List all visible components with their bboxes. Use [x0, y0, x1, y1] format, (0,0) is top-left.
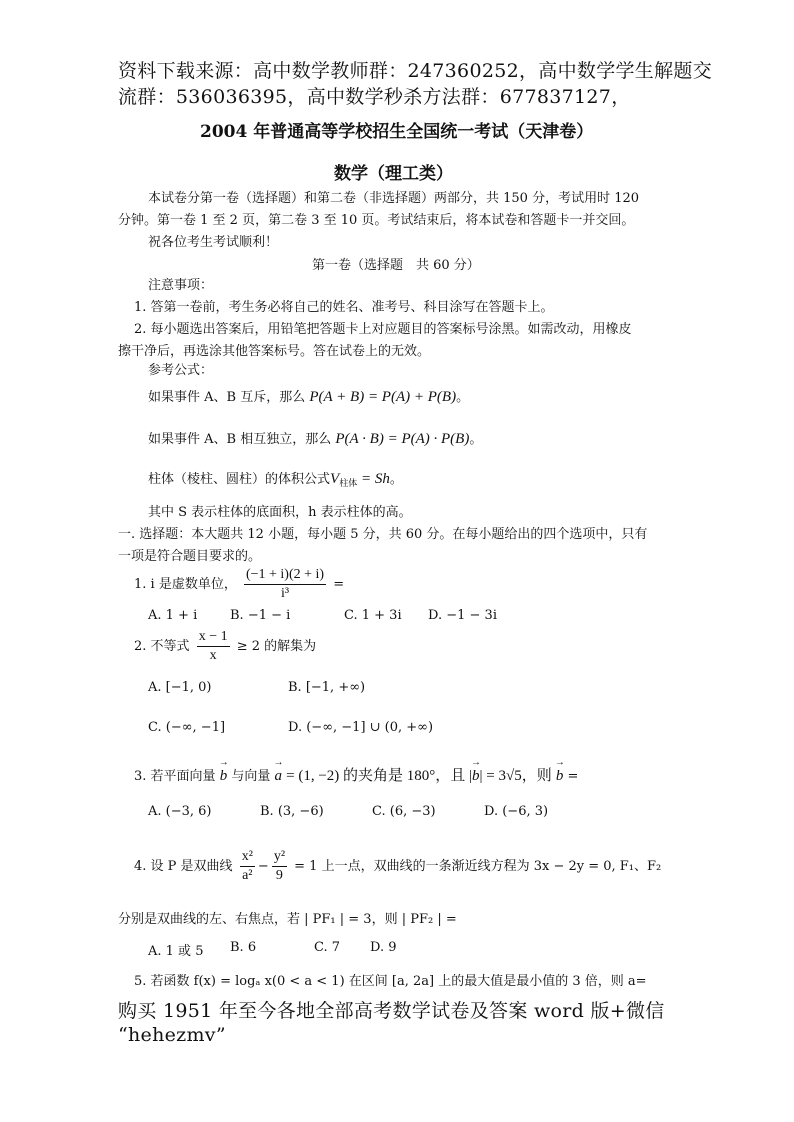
header-line-1: 资料下载来源：高中数学教师群：247360252，高中数学学生解题交	[118, 60, 712, 82]
question-5: 5. 若函数 f(x) = logₐ x(0 < a < 1) 在区间 [a, 2a] 上的最大值是最小值的 3 倍，则 a=	[134, 974, 647, 989]
intro-line-1: 本试卷分第一卷（选择题）和第二卷（非选择题）两部分，共 150 分，考试用时 120	[148, 191, 640, 206]
notes-heading: 注意事项：	[148, 278, 214, 293]
q4-f1-num: x²	[240, 848, 255, 867]
part1-line-1: 一. 选择题：本大题共 12 小题，每小题 5 分，共 60 分。在每小题给出的四个选项中，只有	[118, 527, 648, 542]
formula-3-v: V	[330, 471, 340, 487]
q3-option-c[interactable]: C. (6, −3)	[372, 804, 436, 819]
q1-stem: 1. i 是虚数单位，	[134, 577, 237, 592]
vector-a: → a	[274, 768, 282, 785]
exam-title: 2004 年普通高等学校招生全国统一考试（天津卷）	[200, 122, 594, 142]
formula-2-text: 如果事件 A、B 相互独立，那么	[148, 432, 332, 447]
intro-line-2: 分钟。第一卷 1 至 2 页，第二卷 3 至 10 页。考试结束后，将本试卷和答题卡一并交回。	[118, 213, 635, 228]
note-2b: 擦干净后，再选涂其他答案标号。答在试卷上的无效。	[118, 344, 431, 359]
formulas-heading: 参考公式：	[148, 363, 214, 378]
formula-1	[148, 386, 469, 406]
q4-option-c[interactable]: C. 7	[314, 940, 341, 955]
q2-rest: ≥ 2 的解集为	[236, 639, 317, 654]
q4-option-d[interactable]: D. 9	[370, 940, 397, 955]
q1-option-d[interactable]: D. −1 − 3i	[428, 608, 497, 623]
footer-line-1: 购买 1951 年至今各地全部高考数学试卷及答案 word 版+微信	[118, 1000, 665, 1022]
formula-3-note: 其中 S 表示柱体的底面积，h 表示柱体的高。	[148, 505, 412, 520]
formula-3-sub: 柱体	[339, 479, 358, 489]
q1-option-c[interactable]: C. 1 + 3i	[344, 608, 402, 623]
q3-option-a[interactable]: A. (−3, 6)	[148, 804, 212, 819]
section-heading: 第一卷（选择题 共 60 分）	[312, 258, 480, 273]
formula-2-period: 。	[469, 432, 483, 447]
intro-line-3: 祝各位考生考试顺利！	[148, 235, 279, 250]
part1-line-2: 一项是符合题目要求的。	[118, 549, 262, 564]
q4-fraction-y	[272, 848, 287, 885]
q4-f1-den: a²	[242, 868, 253, 883]
vector-b: → b	[220, 768, 228, 785]
q4-s3: 分别是双曲线的左、右焦点，若 | PF₁ | = 3，则 | PF₂ | =	[118, 912, 457, 927]
formula-1-text: 如果事件 A、B 互斥，那么	[148, 390, 306, 405]
formula-3	[148, 468, 403, 489]
q4-minus: −	[257, 859, 269, 874]
formula-2-math: P(A · B) = P(A) · P(B)	[335, 431, 470, 447]
q4-s1: 4. 设 P 是双曲线	[134, 859, 233, 874]
q3-s4: | = 3√5，则	[479, 768, 552, 784]
q2-numerator: x − 1	[197, 628, 230, 647]
header-line-2: 流群：536036395，高中数学秒杀方法群：677837127，	[118, 86, 631, 108]
exam-subtitle: 数学（理工类）	[334, 164, 453, 184]
question-1	[134, 566, 344, 603]
formula-1-math: P(A + B) = P(A) + P(B)	[309, 389, 457, 405]
formula-1-period: 。	[456, 390, 470, 405]
q2-option-a[interactable]: A. [−1, 0)	[148, 680, 212, 695]
question-2	[134, 628, 316, 665]
note-2a: 2. 每小题选出答案后，用铅笔把答题卡上对应题目的答案标号涂黑。如需改动，用橡皮	[134, 322, 632, 337]
q4-fraction-x	[240, 848, 255, 885]
q1-equals: =	[333, 577, 345, 592]
note-1: 1. 答第一卷前，考生务必将自己的姓名、准考号、科目涂写在答题卡上。	[134, 300, 554, 315]
q2-option-b[interactable]: B. [−1, +∞)	[288, 680, 366, 695]
q3-option-b[interactable]: B. (3, −6)	[260, 804, 324, 819]
q1-option-b[interactable]: B. −1 − i	[230, 608, 291, 623]
q4-option-b[interactable]: B. 6	[230, 940, 257, 955]
q3-s3: = (1, −2) 的夹角是 180°，且 |	[286, 768, 473, 784]
formula-3-rest: = Sh	[357, 471, 390, 487]
q2-stem: 2. 不等式	[134, 639, 190, 654]
q1-denominator: i³	[280, 586, 290, 601]
vector-b-answer: → b	[556, 768, 564, 785]
question-3	[134, 764, 578, 785]
q4-s2: = 1 上一点，双曲线的一条渐近线方程为 3x − 2y = 0, F₁、F₂	[294, 859, 662, 874]
question-4	[134, 848, 661, 885]
q1-fraction	[244, 566, 326, 603]
q4-option-a[interactable]: A. 1 或 5	[148, 944, 204, 959]
formula-3-text: 柱体（棱柱、圆柱）的体积公式	[148, 472, 331, 487]
q3-s2: 与向量	[231, 769, 271, 784]
q2-denominator: x	[209, 648, 217, 663]
vector-b-abs: → b	[472, 768, 480, 785]
q1-option-a[interactable]: A. 1 + i	[148, 608, 198, 623]
formula-3-period: 。	[389, 472, 403, 487]
q3-option-d[interactable]: D. (−6, 3)	[484, 804, 549, 819]
q2-fraction	[197, 628, 230, 665]
q3-s5: =	[567, 769, 579, 784]
formula-2	[148, 428, 482, 448]
q3-s1: 3. 若平面向量	[134, 769, 216, 784]
q2-option-d[interactable]: D. (−∞, −1] ∪ (0, +∞)	[288, 720, 434, 735]
q4-f2-num: y²	[272, 848, 287, 867]
q4-f2-den: 9	[275, 868, 283, 883]
q2-option-c[interactable]: C. (−∞, −1]	[148, 720, 226, 735]
q1-numerator: (−1 + i)(2 + i)	[244, 566, 326, 585]
footer-line-2: “hehezmv”	[118, 1024, 226, 1046]
